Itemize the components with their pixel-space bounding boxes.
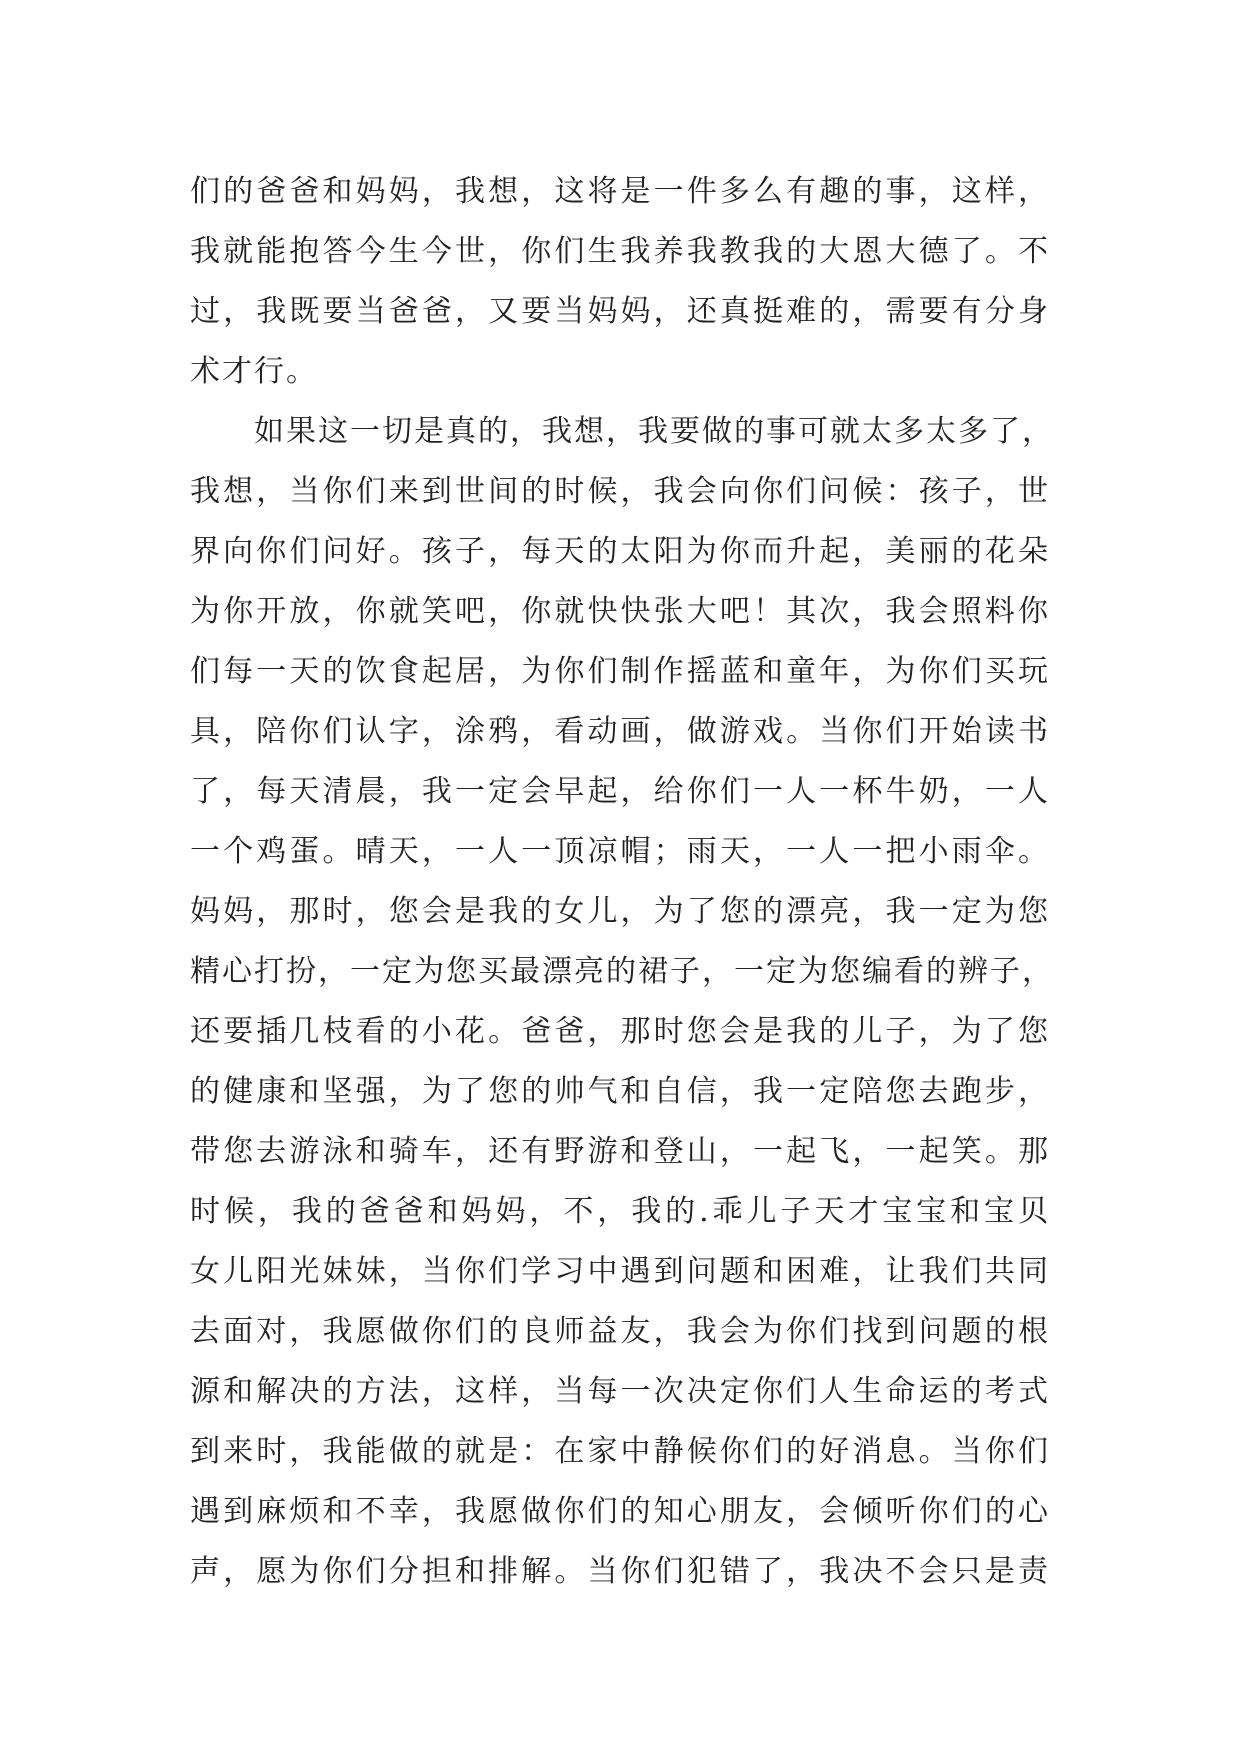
text-line: 还要插几枝看的小花。爸爸，那时您会是我的儿子，为了您 xyxy=(190,1014,1050,1049)
text-line: 去面对，我愿做你们的良师益友，我会为你们找到问题的根 xyxy=(190,1314,1050,1349)
text-line: 一个鸡蛋。晴天，一人一顶凉帽；雨天，一人一把小雨伞。 xyxy=(190,834,1050,869)
body-text xyxy=(190,162,1054,1602)
text-line: 女儿阳光妹妹，当你们学习中遇到问题和困难，让我们共同 xyxy=(190,1254,1050,1289)
text-line: 声，愿为你们分担和排解。当你们犯错了，我决不会只是责 xyxy=(190,1554,1050,1589)
text-line-indented: 如果这一切是真的，我想，我要做的事可就太多太多了， xyxy=(254,414,1054,449)
paragraph-main xyxy=(190,402,1054,1602)
text-line: 妈妈，那时，您会是我的女儿，为了您的漂亮，我一定为您 xyxy=(190,894,1050,929)
text-line: 为你开放，你就笑吧，你就快快张大吧！其次，我会照料你 xyxy=(190,594,1050,629)
text-line: 时候，我的爸爸和妈妈，不，我的.乖儿子天才宝宝和宝贝 xyxy=(190,1194,1050,1229)
text-line: 了，每天清晨，我一定会早起，给你们一人一杯牛奶，一人 xyxy=(190,774,1050,809)
text-line: 的健康和坚强，为了您的帅气和自信，我一定陪您去跑步， xyxy=(190,1074,1050,1109)
text-line: 过，我既要当爸爸，又要当妈妈，还真挺难的，需要有分身 xyxy=(190,294,1050,329)
text-line: 具，陪你们认字，涂鸦，看动画，做游戏。当你们开始读书 xyxy=(190,714,1050,749)
text-line: 源和解决的方法，这样，当每一次决定你们人生命运的考式 xyxy=(190,1374,1050,1409)
text-line: 带您去游泳和骑车，还有野游和登山，一起飞，一起笑。那 xyxy=(190,1134,1050,1169)
text-line: 界向你们问好。孩子，每天的太阳为你而升起，美丽的花朵 xyxy=(190,534,1050,569)
text-line: 们的爸爸和妈妈，我想，这将是一件多么有趣的事，这样， xyxy=(190,174,1050,209)
text-line: 我就能抱答今生今世，你们生我养我教我的大恩大德了。不 xyxy=(190,234,1050,269)
text-line: 术才行。 xyxy=(190,354,318,389)
text-line: 们每一天的饮食起居，为你们制作摇蓝和童年，为你们买玩 xyxy=(190,654,1050,689)
paragraph-continued xyxy=(190,162,1050,402)
text-line: 遇到麻烦和不幸，我愿做你们的知心朋友，会倾听你们的心 xyxy=(190,1494,1050,1529)
text-line: 我想，当你们来到世间的时候，我会向你们问候：孩子，世 xyxy=(190,474,1050,509)
text-line: 精心打扮，一定为您买最漂亮的裙子，一定为您编看的辨子， xyxy=(190,954,1054,989)
text-line: 到来时，我能做的就是：在家中静候你们的好消息。当你们 xyxy=(190,1434,1050,1469)
